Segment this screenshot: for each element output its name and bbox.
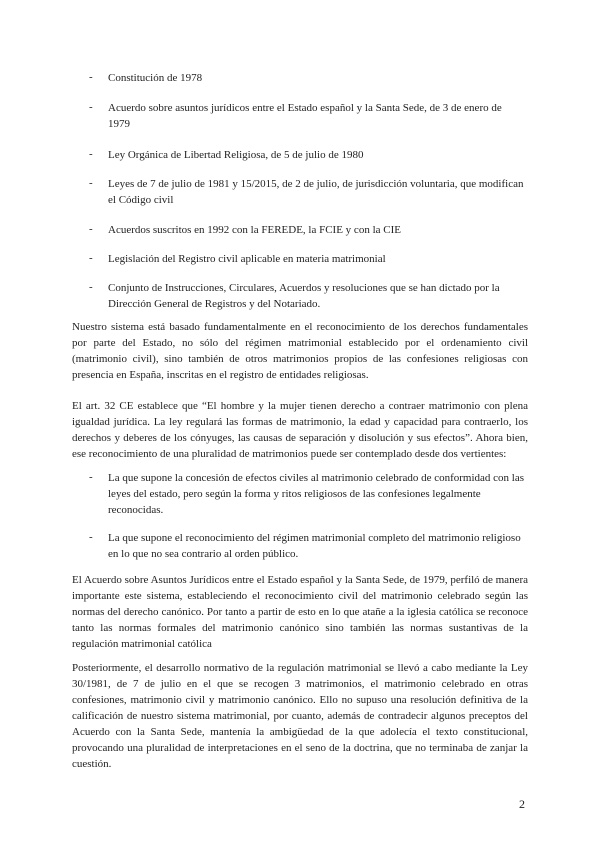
- list-dash: -: [89, 281, 93, 293]
- list-item-text: La que supone el reconocimiento del régimen matrimonial completo del matrimonio religioso en lo que no sea contrario al orden público.: [108, 532, 521, 560]
- list-item-text: Legislación del Registro civil aplicable en materia matrimonial: [108, 253, 386, 265]
- list-dash: -: [89, 252, 93, 264]
- list-item-text: Acuerdo sobre asuntos jurídicos entre el Estado español y la Santa Sede, de 3 de enero de 1979: [108, 102, 502, 130]
- body-paragraph: Nuestro sistema está basado fundamentalmente en el reconocimiento de los derechos fundamentales por parte del Estado, no sólo del régimen matrimonial establecido por el ordenamiento civil (matrimonio civil), sino también de otros matrimonios propios de las confesiones religiosas con presencia en España, inscritas en el registro de entidades religiosas.: [72, 321, 528, 381]
- list-item-text: Constitución de 1978: [108, 72, 203, 84]
- list-dash: -: [89, 531, 93, 543]
- body-paragraph: Posteriormente, el desarrollo normativo de la regulación matrimonial se llevó a cabo mediante la Ley 30/1981, de 7 de julio en el que se recogen 3 matrimonios, el matrimonio celebrado en otras confesiones, matrimonio civil y matrimonio canónico. Ello no supuso una resolución definitiva de la calificación de nuestro sistema matrimonial, por cuanto, además de contradecir algunos preceptos del Acuerdo con la Santa Sede, mantenía la ambigüedad de la que adolecía el texto constitucional, provocando una pluralidad de interpretaciones en el seno de la doctrina, que no terminaba de zanjar la cuestión.: [72, 662, 528, 770]
- list-item-text: Ley Orgánica de Libertad Religiosa, de 5 de julio de 1980: [108, 149, 364, 161]
- list-dash: -: [89, 148, 93, 160]
- list-item-text: Leyes de 7 de julio de 1981 y 15/2015, de 2 de julio, de jurisdicción voluntaria, que modifican el Código civil: [108, 178, 524, 206]
- list-item-text: Conjunto de Instrucciones, Circulares, Acuerdos y resoluciones que se han dictado por la Dirección General de Registros y del Notariado.: [108, 282, 500, 310]
- list-dash: -: [89, 177, 93, 189]
- body-paragraph: El Acuerdo sobre Asuntos Jurídicos entre el Estado español y la Santa Sede, de 1979, perfiló de manera importante este sistema, estableciendo el reconocimiento civil del matrimonio celebrado según las normas del derecho canónico. Por tanto a partir de esto en lo que atañe a la iglesia católica se reconoce tanto las normas formales del matrimonio canónico sino también las normas sustantivas de la regulación matrimonial católica: [72, 574, 528, 650]
- page-number: 2: [519, 797, 525, 811]
- list-dash: -: [89, 71, 93, 83]
- body-paragraph: El art. 32 CE establece que “El hombre y la mujer tienen derecho a contraer matrimonio con plena igualdad jurídica. La ley regulará las formas de matrimonio, la edad y capacidad para contraerlo, los derechos y deberes de los cónyuges, las causas de separación y disolución y sus efectos”. Ahora bien, ese reconocimiento de una pluralidad de matrimonios puede ser contemplado desde dos vertientes:: [72, 400, 528, 460]
- list-dash: -: [89, 223, 93, 235]
- list-item-text: Acuerdos suscritos en 1992 con la FEREDE, la FCIE y con la CIE: [108, 224, 401, 236]
- list-dash: -: [89, 101, 93, 113]
- list-dash: -: [89, 471, 93, 483]
- list-item-text: La que supone la concesión de efectos civiles al matrimonio celebrado de conformidad con las leyes del estado, pero según la forma y ritos religiosos de las confesiones legalmente reconocidas.: [108, 472, 525, 516]
